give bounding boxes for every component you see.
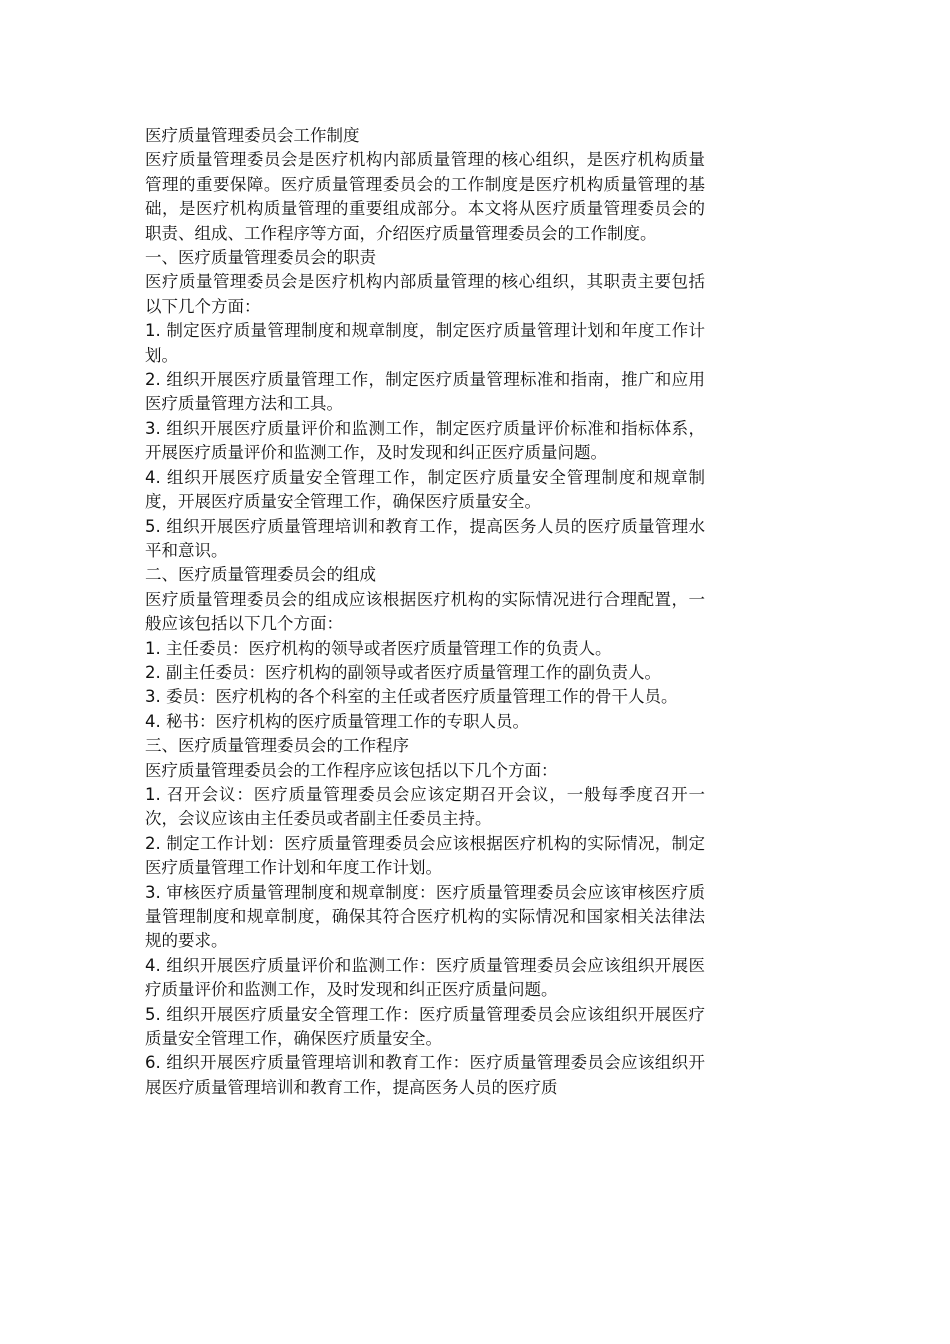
document-title: 医疗质量管理委员会工作制度 <box>145 126 360 145</box>
list-item: 4. 秘书：医疗机构的医疗质量管理工作的专职人员。 <box>145 711 529 731</box>
list-item: 3. 组织开展医疗质量评价和监测工作，制定医疗质量评价标准和指标体系，开展医疗质量评价和监测工作，及时发现和纠正医疗质量问题。 <box>145 418 705 463</box>
list-item: 6. 组织开展医疗质量管理培训和教育工作：医疗质量管理委员会应该组织开展医疗质量管理培训和教育工作，提高医务人员的医疗质 <box>145 1053 705 1097</box>
list-item: 4. 组织开展医疗质量评价和监测工作：医疗质量管理委员会应该组织开展医疗质量评价和监测工作，及时发现和纠正医疗质量问题。 <box>145 955 705 1000</box>
list-item: 2. 组织开展医疗质量管理工作，制定医疗质量管理标准和指南，推广和应用医疗质量管理方法和工具。 <box>145 370 705 414</box>
list-item: 2. 副主任委员：医疗机构的副领导或者医疗质量管理工作的副负责人。 <box>145 662 661 682</box>
section-lead-composition: 医疗质量管理委员会的组成应该根据医疗机构的实际情况进行合理配置，一般应该包括以下几个方面： <box>145 589 705 634</box>
section-lead-duties: 医疗质量管理委员会是医疗机构内部质量管理的核心组织，其职责主要包括以下几个方面： <box>145 272 705 316</box>
section-heading-procedure: 三、医疗质量管理委员会的工作程序 <box>145 736 409 756</box>
list-item: 5. 组织开展医疗质量管理培训和教育工作，提高医务人员的医疗质量管理水平和意识。 <box>145 516 705 560</box>
section-heading-composition: 二、医疗质量管理委员会的组成 <box>145 565 376 585</box>
list-item: 3. 委员：医疗机构的各个科室的主任或者医疗质量管理工作的骨干人员。 <box>145 687 678 707</box>
list-item: 1. 制定医疗质量管理制度和规章制度，制定医疗质量管理计划和年度工作计划。 <box>145 321 705 365</box>
list-item: 3. 审核医疗质量管理制度和规章制度：医疗质量管理委员会应该审核医疗质量管理制度和规章制度，确保其符合医疗机构的实际情况和国家相关法律法规的要求。 <box>145 882 705 951</box>
list-item: 1. 召开会议：医疗质量管理委员会应该定期召开会议，一般每季度召开一次，会议应该由主任委员或者副主任委员主持。 <box>145 784 705 829</box>
document-body <box>145 124 705 1100</box>
section-lead-procedure: 医疗质量管理委员会的工作程序应该包括以下几个方面： <box>145 760 558 780</box>
list-item: 4. 组织开展医疗质量安全管理工作，制定医疗质量安全管理制度和规章制度，开展医疗质量安全管理工作，确保医疗质量安全。 <box>145 467 705 512</box>
list-item: 2. 制定工作计划：医疗质量管理委员会应该根据医疗机构的实际情况，制定医疗质量管理工作计划和年度工作计划。 <box>145 833 705 878</box>
list-item: 5. 组织开展医疗质量安全管理工作：医疗质量管理委员会应该组织开展医疗质量安全管理工作，确保医疗质量安全。 <box>145 1004 705 1049</box>
list-item: 1. 主任委员：医疗机构的领导或者医疗质量管理工作的负责人。 <box>145 638 612 658</box>
section-heading-duties: 一、医疗质量管理委员会的职责 <box>145 248 376 268</box>
intro-paragraph: 医疗质量管理委员会是医疗机构内部质量管理的核心组织，是医疗机构质量管理的重要保障。医疗质量管理委员会的工作制度是医疗机构质量管理的基础，是医疗机构质量管理的重要组成部分。本文将从医疗质量管理委员会的职责、组成、工作程序等方面，介绍医疗质量管理委员会的工作制度。 <box>145 150 705 243</box>
